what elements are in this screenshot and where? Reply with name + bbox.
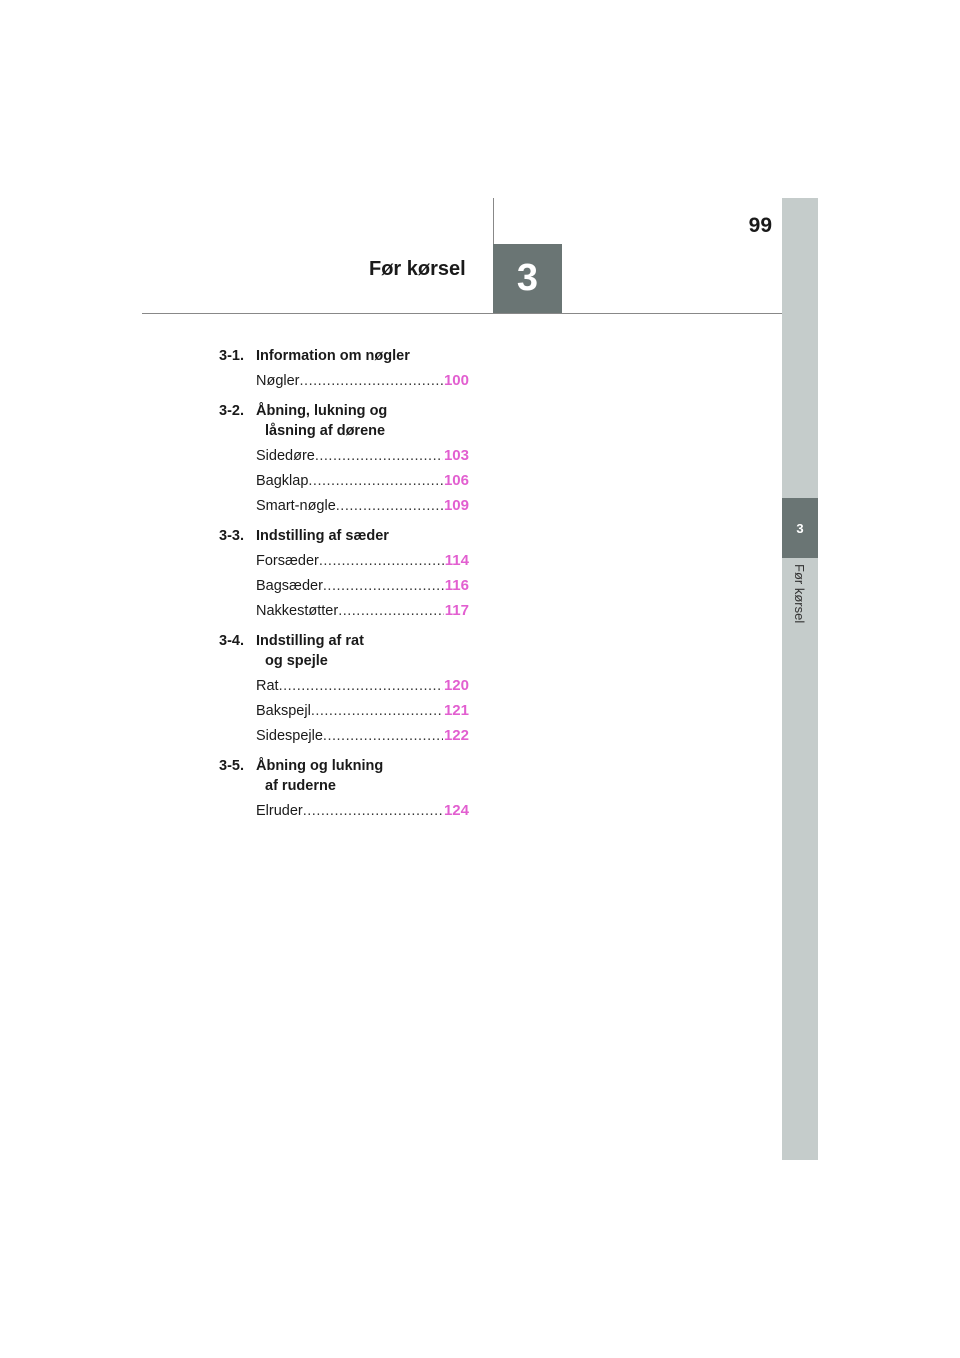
toc-section-title-line1: Indstilling af rat [256,633,364,649]
toc-entry[interactable] [256,576,469,596]
toc-entry-label: Bagsæder [256,578,323,594]
toc-leader-dots [303,801,443,821]
toc-page-link[interactable]: 109 [443,497,469,514]
toc-entry[interactable] [256,676,469,696]
toc-entry[interactable] [256,371,469,391]
toc-page-link[interactable]: 114 [444,552,469,569]
toc-section-title-line1: Indstilling af sæder [256,528,389,544]
toc-leader-dots [319,551,444,571]
toc-section-number: 3-4. [219,633,244,649]
toc-entry[interactable] [256,446,469,466]
toc-page-link[interactable]: 117 [444,602,469,619]
toc-leader-dots [323,726,443,746]
toc-page-link[interactable]: 122 [443,727,469,744]
toc-section-title [256,346,469,366]
header-horizontal-divider [142,313,782,314]
toc-leader-dots [300,371,443,391]
side-tab-chapter-label [782,564,818,684]
toc-section-title-line1: Information om nøgler [256,348,410,364]
toc-entry[interactable] [256,801,469,821]
toc-section-title [256,631,469,671]
toc-entry[interactable] [256,701,469,721]
header-vertical-divider [493,198,494,244]
toc-section [219,346,469,366]
side-tab-chapter-number: 3 [782,498,818,558]
toc-entry-label: Rat [256,678,279,694]
toc-page-link[interactable]: 103 [443,447,469,464]
chapter-title: Før kørsel [369,258,466,280]
toc-section-title [256,401,469,441]
toc-leader-dots [279,676,443,696]
toc-section-title [256,526,469,546]
toc-entry-label: Elruder [256,803,303,819]
toc-entry[interactable] [256,496,469,516]
toc-entry[interactable] [256,471,469,491]
toc-entry-label: Forsæder [256,553,319,569]
toc-page-link[interactable]: 100 [443,372,469,389]
toc-entry-label: Sidespejle [256,728,323,744]
toc-section-number: 3-3. [219,528,244,544]
toc-page-link[interactable]: 106 [443,472,469,489]
toc-leader-dots [308,471,443,491]
toc-section-number: 3-5. [219,758,244,774]
toc-section-title-line1: Åbning, lukning og [256,403,388,419]
toc-section-title-line1: Åbning og lukning [256,758,384,774]
side-tab[interactable] [782,198,818,1160]
toc-section [219,631,469,671]
side-tab-label-text: Før kørsel [792,564,807,624]
toc-section [219,526,469,546]
toc-entry-label: Nøgler [256,373,300,389]
toc-page-link[interactable]: 121 [443,702,469,719]
table-of-contents [219,346,469,821]
toc-leader-dots [336,496,443,516]
toc-entry-label: Sidedøre [256,448,315,464]
toc-entry[interactable] [256,601,469,621]
toc-page-link[interactable]: 124 [443,802,469,819]
toc-section-title [256,756,469,796]
toc-section [219,401,469,441]
toc-entry[interactable] [256,551,469,571]
toc-leader-dots [323,576,444,596]
page-number: 99 [748,214,772,237]
toc-entry[interactable] [256,726,469,746]
toc-section [219,756,469,796]
toc-leader-dots [315,446,443,466]
toc-entry-label: Smart-nøgle [256,498,336,514]
toc-entry-label: Nakkestøtter [256,603,339,619]
toc-section-title-line2: af ruderne [265,778,336,794]
toc-entry-label: Bagklap [256,473,309,489]
toc-section-number: 3-2. [219,403,244,419]
toc-leader-dots [311,701,443,721]
toc-leader-dots [338,601,444,621]
toc-page-link[interactable]: 120 [443,677,469,694]
toc-page-link[interactable]: 116 [444,577,469,594]
chapter-number-box: 3 [493,244,562,313]
toc-section-number: 3-1. [219,348,244,364]
toc-section-title-line2: og spejle [265,653,328,669]
toc-entry-label: Bakspejl [256,703,311,719]
toc-section-title-line2: låsning af dørene [265,423,386,439]
